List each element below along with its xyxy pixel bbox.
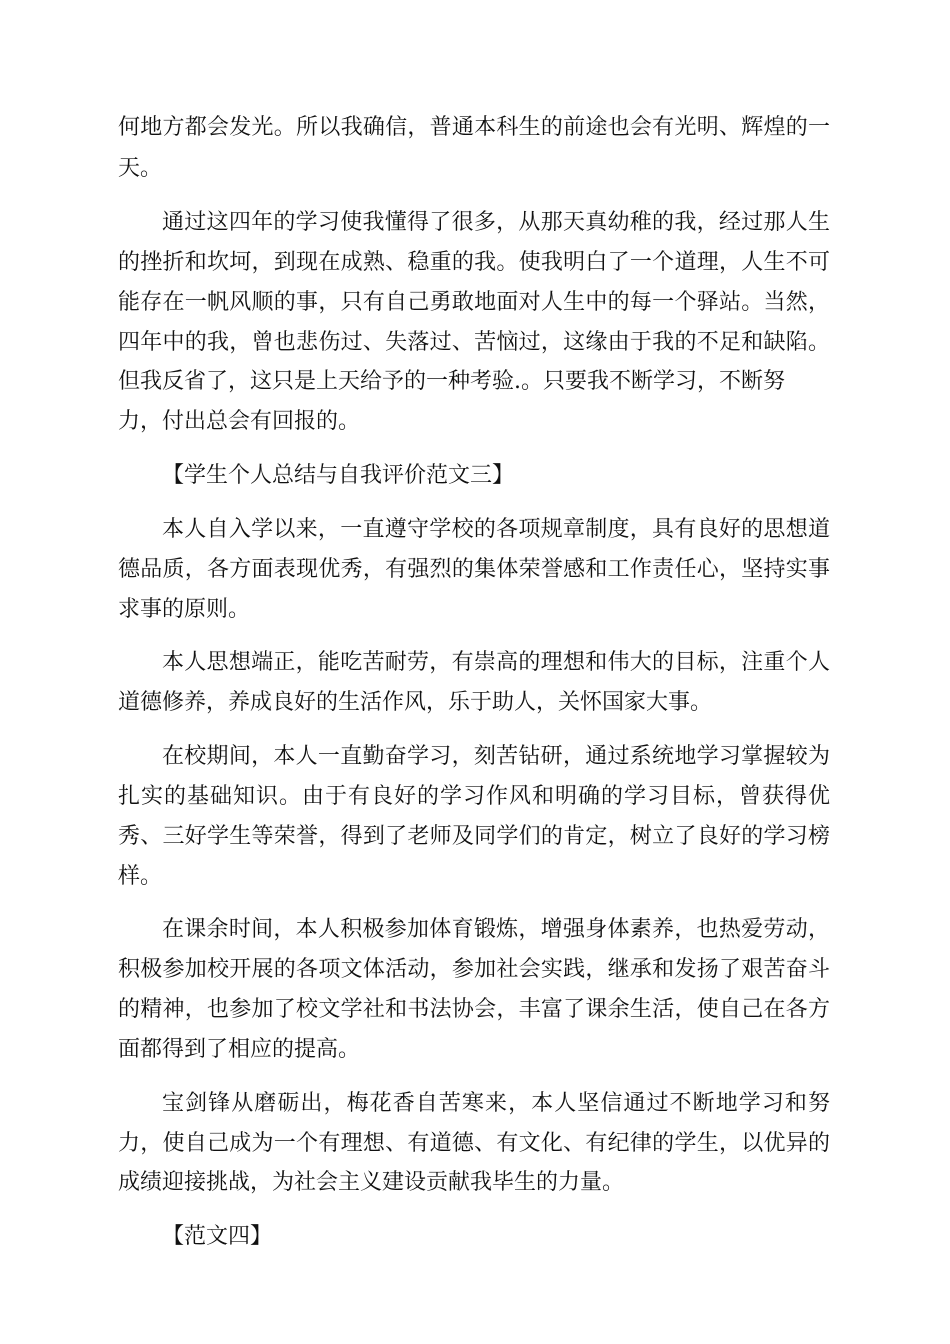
text-line: 积极参加校开展的各项文体活动，参加社会实践，继承和发扬了艰苦奋斗: [118, 957, 830, 982]
text-line: 样。: [118, 864, 163, 889]
section-heading: 【学生个人总结与自我评价范文三】: [162, 463, 515, 488]
text-line: 能存在一帆风顺的事，只有自己勇敢地面对人生中的每一个驿站。当然，: [118, 290, 830, 315]
text-line: 德品质，各方面表现优秀，有强烈的集体荣誉感和工作责任心，坚持实事: [118, 557, 830, 582]
text-line: 道德修养，养成良好的生活作风，乐于助人，关怀国家大事。: [118, 690, 713, 715]
text-line: 秀、三好学生等荣誉，得到了老师及同学们的肯定，树立了良好的学习榜: [118, 824, 830, 849]
text-line: 扎实的基础知识。由于有良好的学习作风和明确的学习目标，曾获得优: [118, 784, 830, 809]
text-line: 成绩迎接挑战，为社会主义建设贡献我毕生的力量。: [118, 1170, 625, 1195]
text-line: 求事的原则。: [118, 597, 251, 622]
text-line: 通过这四年的学习使我懂得了很多，从那天真幼稚的我，经过那人生: [162, 210, 830, 235]
text-line: 的精神，也参加了校文学社和书法协会，丰富了课余生活，使自己在各方: [118, 997, 830, 1022]
text-line: 天。: [118, 156, 163, 181]
text-line: 在校期间，本人一直勤奋学习，刻苦钻研，通过系统地学习掌握较为: [162, 744, 830, 769]
text-line: 但我反省了，这只是上天给予的一种考验.。只要我不断学习，不断努: [118, 369, 785, 394]
text-line: 的挫折和坎坷，到现在成熟、稳重的我。使我明白了一个道理，人生不可: [118, 250, 830, 275]
text-line: 力，使自己成为一个有理想、有道德、有文化、有纪律的学生，以优异的: [118, 1131, 830, 1156]
text-line: 宝剑锋从磨砺出，梅花香自苦寒来，本人坚信通过不断地学习和努: [162, 1091, 830, 1116]
text-line: 四年中的我，曾也悲伤过、失落过、苦恼过，这缘由于我的不足和缺陷。: [118, 330, 830, 355]
text-line: 在课余时间，本人积极参加体育锻炼，增强身体素养，也热爱劳动，: [162, 917, 830, 942]
text-line: 本人自入学以来，一直遵守学校的各项规章制度，具有良好的思想道: [162, 517, 830, 542]
text-line: 面都得到了相应的提高。: [118, 1037, 361, 1062]
text-line: 何地方都会发光。所以我确信，普通本科生的前途也会有光明、辉煌的一: [118, 115, 830, 140]
text-line: 力，付出总会有回报的。: [118, 409, 361, 434]
text-line: 本人思想端正，能吃苦耐劳，有崇高的理想和伟大的目标，注重个人: [162, 650, 830, 675]
section-heading: 【范文四】: [162, 1224, 273, 1249]
